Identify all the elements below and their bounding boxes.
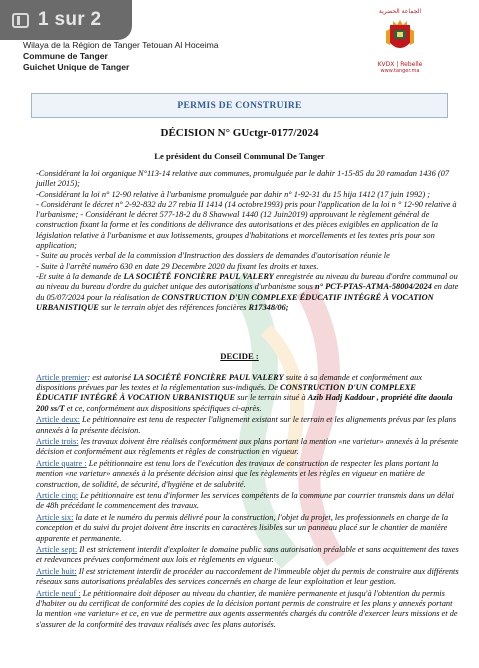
commune-line: Commune de Tanger bbox=[23, 51, 108, 61]
article-8: Article huit: Il est strictement interdit de procéder au raccordement de l'immeuble objet du permis de construire aux différents réseaux sans autorisations préalables des services concernés en charge de leur exploitation et leur gestion. bbox=[36, 567, 459, 587]
property-location: Azib Hadj Kaddour , propriété dite daoula 200 ss/T bbox=[36, 393, 453, 413]
coat-of-arms-icon bbox=[383, 17, 417, 55]
consideration-item: - Suite au procès verbal de la commission d'Instruction des dossiers de demandes d'autorisation réunie le bbox=[36, 251, 390, 261]
article-5: Article cinq: Le pétitionnaire est tenu d'informer les services compétents de la commune par courrier transmis dans un délai de 48h précédant le commencement des travaux. bbox=[36, 491, 454, 511]
consideration-request: -Et suite à la demande de LA SOCIÉTÉ FONCIÈRE PAUL VALERY enregistrée au niveau du bureau d'ordre communal ou au niveau du bureau d'ordre du guichet unique des autorisations d'urbanisme sous n° PCT-PTAS-ATMA-58004/2024 en date du 05/07/2024 pour la réalisation de CONSTRUCTION D'UN COMPLEXE ÉDUCATIF INTÉGRÉ À VOCATION URBANISTIQUE sur le terrain objet des références foncières R17348/06; bbox=[36, 271, 459, 312]
article-label: Article neuf : bbox=[36, 589, 81, 599]
request-number: n° PCT-PTAS-ATMA-58004/2024 bbox=[315, 282, 432, 292]
permit-type-banner bbox=[31, 93, 448, 118]
issuer-line: Le président du Conseil Communal De Tanger bbox=[154, 151, 325, 161]
article-4: Article quatre : Le pétitionnaire est tenu lors de l'exécution des travaux de construction de respecter les plans portant la mention «ne varietur» annexés à la présente décision ainsi que les règlements et les règles en vigueur en matière de construction, de solidité, de sécurité, d'hygiène et de salubrité. bbox=[36, 459, 439, 489]
article-2: Article deux: Le pétitionnaire est tenu de respecter l'alignement existant sur le terrain et les alignements prévus par les plans annexés à la présente décision. bbox=[36, 415, 457, 435]
decide-heading: DECIDE : bbox=[220, 351, 259, 361]
article-6: Article six: la date et le numéro du permis délivré pour la construction, l'objet du projet, les professionnels en charge de la conception et du suivi du projet doivent être inscrits en caractères lisibles sur un panneau placé sur le chantier de manière apparente et permanente. bbox=[36, 513, 449, 543]
project-name: CONSTRUCTION D'UN COMPLEXE ÉDUCATIF INTÉGRÉ À VOCATION URBANISTIQUE bbox=[36, 292, 434, 312]
considerations-block bbox=[36, 169, 460, 313]
page-indicator-label: 1 sur 2 bbox=[38, 9, 102, 30]
page-indicator[interactable] bbox=[0, 0, 132, 40]
article-3: Article trois: les travaux doivent être réalisés conformément aux plans portant la mention «ne varietur» annexés à la présente décision et conformément aux règlements et règles de construction en vigueur. bbox=[36, 437, 459, 457]
article-label: Article premier bbox=[36, 373, 88, 382]
article-9: Article neuf : Le pétitionnaire doit déposer au niveau du chantier, de manière permanente et jusqu'à l'obtention du permis d'habiter ou du certificat de conformité des copies de la décision portant permis de construire et les plans y annexés portant la mention «ne varietur» et ce, en vue de permettre aux agents assermentés chargés du contrôle d'exercer leurs missions et de s'assurer de la conformité des travaux réalisés avec les plans autorisés. bbox=[36, 589, 458, 629]
article-label: Article trois: bbox=[36, 437, 79, 447]
article-7: Article sept: Il est strictement interdit d'exploiter le domaine public sans autorisation préalable et sans acquittement des taxes et redevances prévues conformément aux lois et règlements en vigueur. bbox=[36, 545, 459, 565]
applicant-name: LA SOCIÉTÉ FONCIÈRE PAUL VALERY bbox=[123, 271, 274, 281]
decision-number: DÉCISION N° GUctgr-0177/2024 bbox=[160, 127, 319, 139]
letterhead bbox=[23, 40, 219, 73]
consideration-item: -Considérant la loi organique N°113-14 relative aux communes, promulguée par le dahir 1-15-85 du 20 ramadan 1436 (07 juillet 2015); bbox=[36, 169, 450, 189]
land-reference: R17348/06; bbox=[248, 302, 289, 312]
article-label: Article six: bbox=[36, 513, 74, 523]
article-label: Article cinq: bbox=[36, 491, 79, 501]
permit-type-title: PERMIS DE CONSTRUIRE bbox=[177, 100, 302, 111]
consideration-item: - Considérant le décret n° 2-92-832 du 27 rebia II 1414 (14 octobre1993) pris pour l'application de la loi n ° 12-90 relative à l'urbanisme; - Considérant le décret 577-18-2 du 8 Shawwal 1440 (12 Juin2019) approuvant le règlement général de construction fixant la forme et les conditions de délivrance des autorisations et des pièces exigibles en application de la législation relative à l'urbanisme et aux lotissements, groupes d'habitations et morcellements et les textes pris pour son application; bbox=[36, 199, 457, 251]
articles-block bbox=[36, 373, 460, 631]
consideration-item: -Considérant la loi n° 12-90 relative à l'urbanisme promulguée par dahir n° 1-92-31 du 15 hija 1412 (17 juin 1992) ; bbox=[36, 189, 431, 199]
commune-logo bbox=[361, 8, 439, 74]
guichet-line: Guichet Unique de Tanger bbox=[23, 62, 130, 72]
logo-label: KVDX | Rebelle bbox=[377, 61, 423, 68]
logo-arabic-text: الجماعة الحضرية bbox=[378, 8, 422, 15]
article-label: Article quatre : bbox=[36, 459, 87, 469]
sidebar-panel-icon[interactable] bbox=[12, 13, 29, 28]
article-label: Article deux: bbox=[36, 415, 80, 425]
article-label: Article huit: bbox=[36, 567, 77, 577]
article-label: Article sept: bbox=[36, 545, 78, 555]
consideration-item: - Suite à l'arrêté numéro 630 en date 29 Decembre 2020 du fixant les droits et taxes. bbox=[36, 261, 319, 271]
logo-url: www.tanger.ma bbox=[380, 68, 420, 74]
article-1: Article premier: est autorisé LA SOCIÉTÉ FONCIÈRE PAUL VALERY suite à sa demande et conformément aux dispositions prévues par les textes et la réglementation sus-indiqués. De CONSTRUCTION D'UN COMPLEXE ÉDUCATIF INTÉGRÉ À VOCATION URBANISTIQUE sur le terrain situé à Azib Hadj Kaddour , propriété dite daoula 200 ss/T et ce, conformément aux dispositions spécifiques ci-après. bbox=[36, 373, 453, 413]
wilaya-line: Wilaya de la Région de Tanger Tetouan Al Hoceima bbox=[23, 40, 219, 50]
